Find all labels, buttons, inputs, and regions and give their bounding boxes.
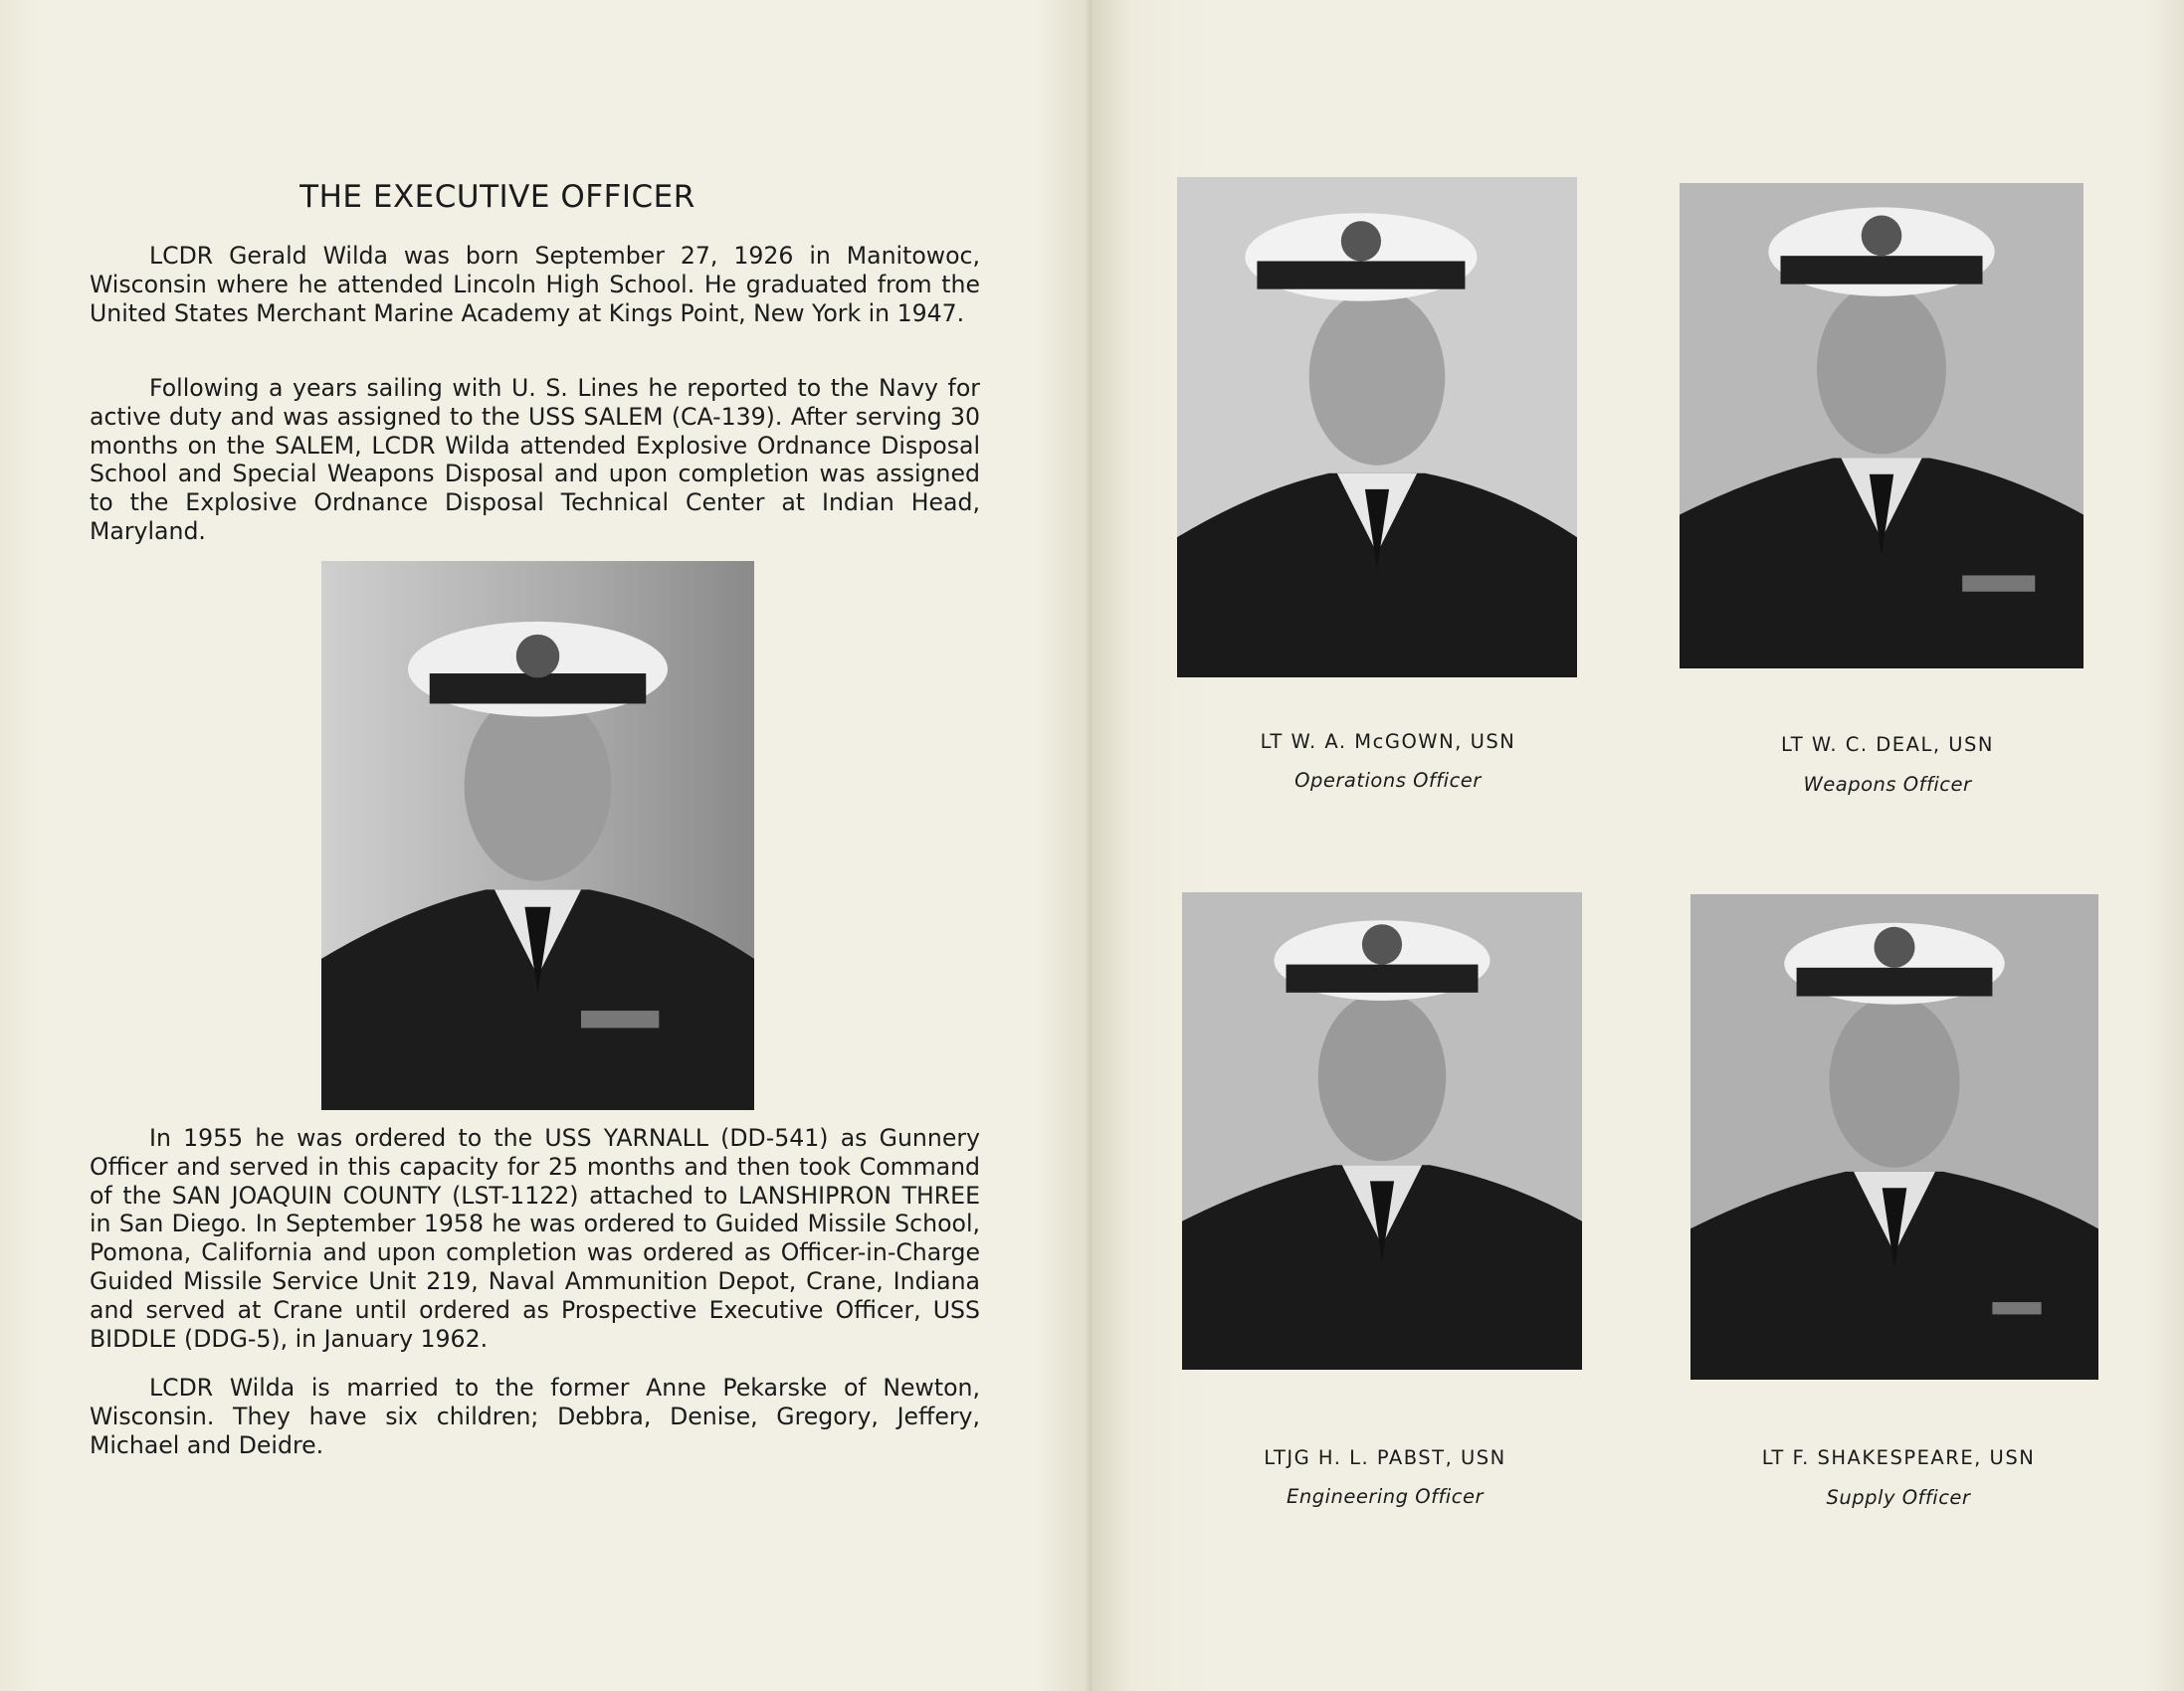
officer-role: Supply Officer bbox=[1826, 1486, 1971, 1509]
officer-role: Weapons Officer bbox=[1803, 773, 1972, 796]
officer-portrait-shakespeare bbox=[1690, 894, 2098, 1380]
officer-portrait-deal bbox=[1680, 183, 2084, 668]
bio-paragraph-2: Following a years sailing with U. S. Lines he reported to the Navy for active duty and was assigned to the USS SALEM (CA-139). After serving 30 months on the SALEM, LCDR Wilda attended Explosive Ordnance Disposal School and Special Weapons Disposal and upon completion was assigned to the Explosive Ordnance Disposal Technical Center at Indian Head, Maryland. bbox=[90, 374, 980, 545]
officer-name: LT W. C. DEAL, USN bbox=[1781, 733, 1994, 756]
officer-role: Operations Officer bbox=[1294, 769, 1482, 792]
bio-paragraph-1: LCDR Gerald Wilda was born September 27, 1926 in Manitowoc, Wisconsin where he attended Lincoln High School. He graduated from the United States Merchant Marine Academy at Kings Point, New York in 1947. bbox=[90, 242, 980, 327]
officer-role: Engineering Officer bbox=[1287, 1485, 1484, 1508]
officer-portrait-pabst bbox=[1182, 892, 1582, 1370]
bio-paragraph-3: In 1955 he was ordered to the USS YARNALL (DD-541) as Gunnery Officer and served in this capacity for 25 months and then took Command of the SAN JOAQUIN COUNTY (LST-1122) attached to LANSHIPRON THREE in San Diego. In September 1958 he was ordered to Guided Missile School, Pomona, California and upon completion was ordered as Officer-in-Charge Guided Missile Service Unit 219, Naval Ammunition Depot, Crane, Indiana and served at Crane until ordered as Prospective Executive Officer, USS BIDDLE (DDG-5), in January 1962. bbox=[90, 1124, 980, 1353]
bio-paragraph-4: LCDR Wilda is married to the former Anne Pekarske of Newton, Wisconsin. They have six children; Debbra, Denise, Gregory, Jeffery, Michael and Deidre. bbox=[90, 1374, 980, 1459]
officer-name: LT W. A. McGOWN, USN bbox=[1260, 730, 1516, 753]
officer-portrait-mcgown bbox=[1177, 177, 1577, 677]
officer-name: LT F. SHAKESPEARE, USN bbox=[1761, 1446, 2036, 1469]
officer-name: LTJG H. L. PABST, USN bbox=[1264, 1446, 1506, 1469]
page-title: THE EXECUTIVE OFFICER bbox=[299, 179, 695, 215]
executive-officer-portrait bbox=[321, 561, 754, 1110]
